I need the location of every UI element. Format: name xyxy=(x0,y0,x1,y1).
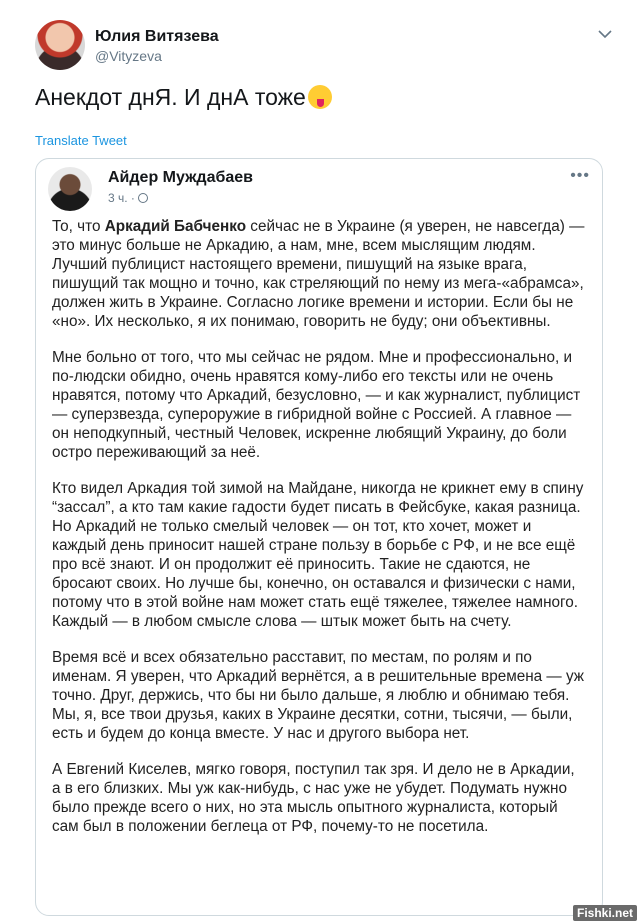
more-options-icon[interactable]: ••• xyxy=(570,167,590,184)
paragraph-2: Мне больно от того, что мы сейчас не рядом. Мне и профессионально, и по-людски обидно, очень нравятся кому-либо его тексты или не очень нравятся, потому что Аркадий, безусловно, — и как журналист, публицист — суперзвезда, супероружие в гибридной войне с Россией. А главное — он неподкупный, честный Человек, искренне любящий Украину, до боли остро переживающий за неё. xyxy=(52,349,581,461)
paragraph-5: А Евгений Киселев, мягко говоря, поступил так зря. И дело не в Аркадии, а в его близких. Мы уж как-нибудь, с нас уже не убудет. Подумать нужно было прежде всего о них, но эта мысль опытного журналиста, который сам был в положении беглеца от РФ, почему-то не посетила. xyxy=(52,761,575,835)
chevron-down-icon[interactable] xyxy=(595,24,615,44)
author-avatar[interactable] xyxy=(35,20,85,70)
quoted-author-avatar[interactable] xyxy=(48,167,92,211)
p1-after: сейчас не в Украине (я уверен, не навсегда) — это минус больше не Аркадию, а нам, мне, всем мыслящим людям. Лучший публицист настоящего времени, пишущий на языке врага, пишущий так мощно и точно, как стреляющий по нему из мега-«абрамса», должен жить в Украине. Согласно логике времени и истории. Если бы не «но». Их несколько, я их понимаю, говорить не буду; они объективны. xyxy=(52,218,585,330)
p1-before: То, что xyxy=(52,218,105,235)
quoted-post[interactable] xyxy=(35,158,603,916)
post-time-text: 3 ч. · xyxy=(108,191,135,205)
squinting-face-with-tongue-icon xyxy=(308,85,332,109)
tweet-text xyxy=(35,84,332,111)
globe-icon xyxy=(138,193,148,203)
author-name[interactable]: Юлия Витязева xyxy=(95,28,219,45)
tweet-header xyxy=(35,20,615,76)
paragraph-4: Время всё и всех обязательно расставит, по местам, по ролям и по именам. Я уверен, что Аркадий вернётся, а в решительные времена — уж точно. Друг, держись, что бы ни было дальше, я люблю и обнимаю тебя. Мы, я, все твои друзья, каких в Украине десятки, сотни, тысячи, — были, есть и будем до конца вместе. У нас и другого выбора нет. xyxy=(52,649,585,742)
quoted-post-body xyxy=(52,217,586,853)
paragraph-1 xyxy=(52,217,586,331)
author-handle[interactable]: @Vityzeva xyxy=(95,48,162,64)
watermark: Fishki.net xyxy=(573,905,637,921)
quoted-author-name[interactable]: Айдер Муждабаев xyxy=(108,169,253,186)
paragraph-3: Кто видел Аркадия той зимой на Майдане, никогда не крикнет ему в спину “зассал”, а кто там какие гадости будет писать в Фейсбуке, какая разница. Но Аркадий не только смелый человек — он тот, кто хочет, может и каждый день приносит нашей стране пользу в борьбе с РФ, и не все ещё про всё знают. И он продолжит её приносить. Такие не сдаются, не бросают своих. Но лучше бы, конечно, он оставался и физически с нами, потому что в этой войне нам может стать ещё тяжелее, тяжелее намного. Каждый — в любом смысле слова — штык может быть на счету. xyxy=(52,480,584,630)
quoted-post-time xyxy=(108,191,148,205)
translate-tweet-link[interactable]: Translate Tweet xyxy=(35,133,127,148)
p1-bold-name: Аркадий Бабченко xyxy=(104,218,247,235)
tweet-text-content: Анекдот днЯ. И днА тоже xyxy=(35,84,306,110)
